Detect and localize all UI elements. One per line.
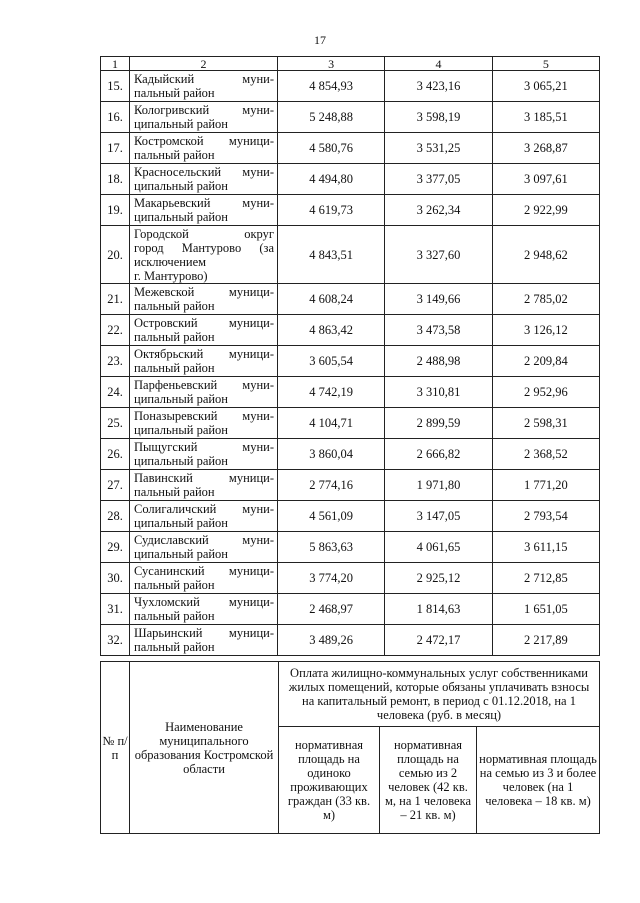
table-row [101,408,600,439]
value-family-of-two: 3 149,66 [385,284,492,315]
row-number: 16. [101,102,130,133]
municipality-name [130,532,278,563]
municipality-name [130,315,278,346]
municipality-name-line: пальный район [134,330,215,344]
row-number: 18. [101,164,130,195]
municipality-name-line: ципальный район [134,454,228,468]
value-single-resident: 3 774,20 [278,563,385,594]
municipality-name-line: Городской округ [134,226,274,241]
row-number: 32. [101,625,130,656]
column-number: 4 [385,57,492,71]
value-family-of-two: 2 925,12 [385,563,492,594]
column-number-row [101,57,600,71]
row-number: 24. [101,377,130,408]
table-row [101,563,600,594]
municipality-name-line: Пыщугский муни- [134,440,274,454]
table-row [101,532,600,563]
value-family-of-three: 2 712,85 [492,563,599,594]
municipality-name-line: ципальный район [134,210,228,224]
header-payment-group: Оплата жилищно-коммунальных услуг собственниками жилых помещений, которые обязаны уплачивать взносы на капитальный ремонт, в период с 01.12.2018, на 1 человека (руб. в месяц) [279,662,600,727]
municipality-name-line: Судиславский муни- [134,533,274,547]
value-family-of-three: 2 948,62 [492,226,599,284]
value-family-of-three: 2 793,54 [492,501,599,532]
municipality-name-line: Кологривский муни- [134,103,274,117]
value-family-of-three: 2 368,52 [492,439,599,470]
table-row [101,315,600,346]
value-family-of-three: 2 598,31 [492,408,599,439]
row-number: 23. [101,346,130,377]
value-family-of-three: 3 268,87 [492,133,599,164]
value-family-of-three: 2 922,99 [492,195,599,226]
value-family-of-three: 1 771,20 [492,470,599,501]
municipality-name [130,133,278,164]
row-number: 21. [101,284,130,315]
municipality-name [130,164,278,195]
municipality-name-line: Чухломский муници- [134,595,274,609]
column-header-table [100,661,600,834]
municipality-name [130,377,278,408]
municipality-name-line: ципальный район [134,117,228,131]
value-family-of-three: 3 185,51 [492,102,599,133]
value-family-of-two: 3 327,60 [385,226,492,284]
header-family-of-two: нормативная площадь на семью из 2 человек (42 кв. м, на 1 человека – 21 кв. м) [380,727,477,834]
municipality-name-line: Поназыревский муни- [134,409,274,423]
municipality-name-line: пальный район [134,361,215,375]
row-number: 20. [101,226,130,284]
value-single-resident: 3 860,04 [278,439,385,470]
municipality-name-line: Кадыйский муни- [134,72,274,86]
value-family-of-three: 3 097,61 [492,164,599,195]
value-family-of-three: 3 065,21 [492,71,599,102]
row-number: 28. [101,501,130,532]
municipality-name [130,408,278,439]
header-family-of-three: нормативная площадь на семью из 3 и более человек (на 1 человека – 18 кв. м) [477,727,600,834]
municipality-name-line: Павинский муници- [134,471,274,485]
value-single-resident: 4 608,24 [278,284,385,315]
municipality-name-line: г. Мантурово) [134,268,208,283]
table-row [101,377,600,408]
municipality-name [130,594,278,625]
table-row [101,470,600,501]
value-single-resident: 4 494,80 [278,164,385,195]
municipality-name-line: ципальный район [134,516,228,530]
municipality-name [130,102,278,133]
value-family-of-two: 2 472,17 [385,625,492,656]
value-family-of-three: 3 126,12 [492,315,599,346]
value-family-of-two: 3 147,05 [385,501,492,532]
value-family-of-two: 3 423,16 [385,71,492,102]
value-single-resident: 4 619,73 [278,195,385,226]
row-number: 31. [101,594,130,625]
value-family-of-two: 1 971,80 [385,470,492,501]
row-number: 17. [101,133,130,164]
value-family-of-two: 3 598,19 [385,102,492,133]
header-number-column: № п/п [101,662,130,834]
municipality-name [130,563,278,594]
value-family-of-two: 4 061,65 [385,532,492,563]
value-family-of-two: 1 814,63 [385,594,492,625]
table-row [101,133,600,164]
table-row [101,625,600,656]
value-family-of-two: 2 488,98 [385,346,492,377]
row-number: 29. [101,532,130,563]
municipality-name-line: Парфеньевский муни- [134,378,274,392]
municipality-name [130,439,278,470]
table-row [101,226,600,284]
table-row [101,195,600,226]
row-number: 30. [101,563,130,594]
value-single-resident: 3 489,26 [278,625,385,656]
municipality-name-line: пальный район [134,148,215,162]
table-row [101,346,600,377]
municipality-name [130,71,278,102]
municipality-name [130,625,278,656]
table-row [101,284,600,315]
municipality-name-line: Островский муници- [134,316,274,330]
value-family-of-two: 2 666,82 [385,439,492,470]
table-row [101,102,600,133]
value-family-of-two: 3 377,05 [385,164,492,195]
table-row [101,164,600,195]
municipality-name-line: пальный район [134,609,215,623]
table-row [101,71,600,102]
column-number: 3 [278,57,385,71]
value-family-of-three: 2 952,96 [492,377,599,408]
value-single-resident: 4 854,93 [278,71,385,102]
value-family-of-two: 3 473,58 [385,315,492,346]
data-table [100,56,600,656]
value-family-of-three: 2 209,84 [492,346,599,377]
page-number: 17 [314,33,326,47]
header-single-resident: нормативная площадь на одиноко проживающих граждан (33 кв. м) [279,727,380,834]
value-single-resident: 4 104,71 [278,408,385,439]
column-number: 5 [492,57,599,71]
value-single-resident: 4 561,09 [278,501,385,532]
municipality-name-line: Красносельский муни- [134,165,274,179]
municipality-name-line: ципальный район [134,392,228,406]
value-family-of-three: 3 611,15 [492,532,599,563]
municipality-name-line: Макарьевский муни- [134,196,274,210]
value-single-resident: 4 863,42 [278,315,385,346]
value-family-of-three: 2 785,02 [492,284,599,315]
municipality-name [130,195,278,226]
municipality-name-line: пальный район [134,86,215,100]
municipality-name-line: исключением [134,254,207,269]
row-number: 25. [101,408,130,439]
value-single-resident: 4 843,51 [278,226,385,284]
table-row [101,439,600,470]
value-single-resident: 5 248,88 [278,102,385,133]
municipality-name [130,226,278,284]
municipality-name [130,470,278,501]
municipality-name-line: Костромской муници- [134,134,274,148]
table-row [101,501,600,532]
municipality-name-line: пальный район [134,640,215,654]
table-row [101,594,600,625]
row-number: 26. [101,439,130,470]
row-number: 22. [101,315,130,346]
municipality-name-line: ципальный район [134,423,228,437]
municipality-name-line: ципальный район [134,179,228,193]
value-single-resident: 2 774,16 [278,470,385,501]
value-single-resident: 4 742,19 [278,377,385,408]
value-family-of-three: 1 651,05 [492,594,599,625]
municipality-name-line: пальный район [134,299,215,313]
value-family-of-three: 2 217,89 [492,625,599,656]
value-single-resident: 4 580,76 [278,133,385,164]
municipality-name-line: пальный район [134,578,215,592]
municipality-name-line: город Мантурово (за [134,240,274,255]
row-number: 27. [101,470,130,501]
value-single-resident: 2 468,97 [278,594,385,625]
header-name-column: Наименование муниципального образования Костромской области [130,662,279,834]
municipality-name-line: Солигаличский муни- [134,502,274,516]
row-number: 19. [101,195,130,226]
row-number: 15. [101,71,130,102]
value-family-of-two: 3 262,34 [385,195,492,226]
value-family-of-two: 2 899,59 [385,408,492,439]
municipality-name-line: ципальный район [134,547,228,561]
municipality-name-line: Сусанинский муници- [134,564,274,578]
municipality-name [130,284,278,315]
municipality-name-line: пальный район [134,485,215,499]
value-family-of-two: 3 310,81 [385,377,492,408]
column-number: 2 [130,57,278,71]
municipality-name [130,346,278,377]
municipality-name-line: Октябрьский муници- [134,347,274,361]
value-single-resident: 3 605,54 [278,346,385,377]
municipality-name-line: Межевской муници- [134,285,274,299]
value-family-of-two: 3 531,25 [385,133,492,164]
value-single-resident: 5 863,63 [278,532,385,563]
column-number: 1 [101,57,130,71]
municipality-name [130,501,278,532]
municipality-name-line: Шарьинский муници- [134,626,274,640]
